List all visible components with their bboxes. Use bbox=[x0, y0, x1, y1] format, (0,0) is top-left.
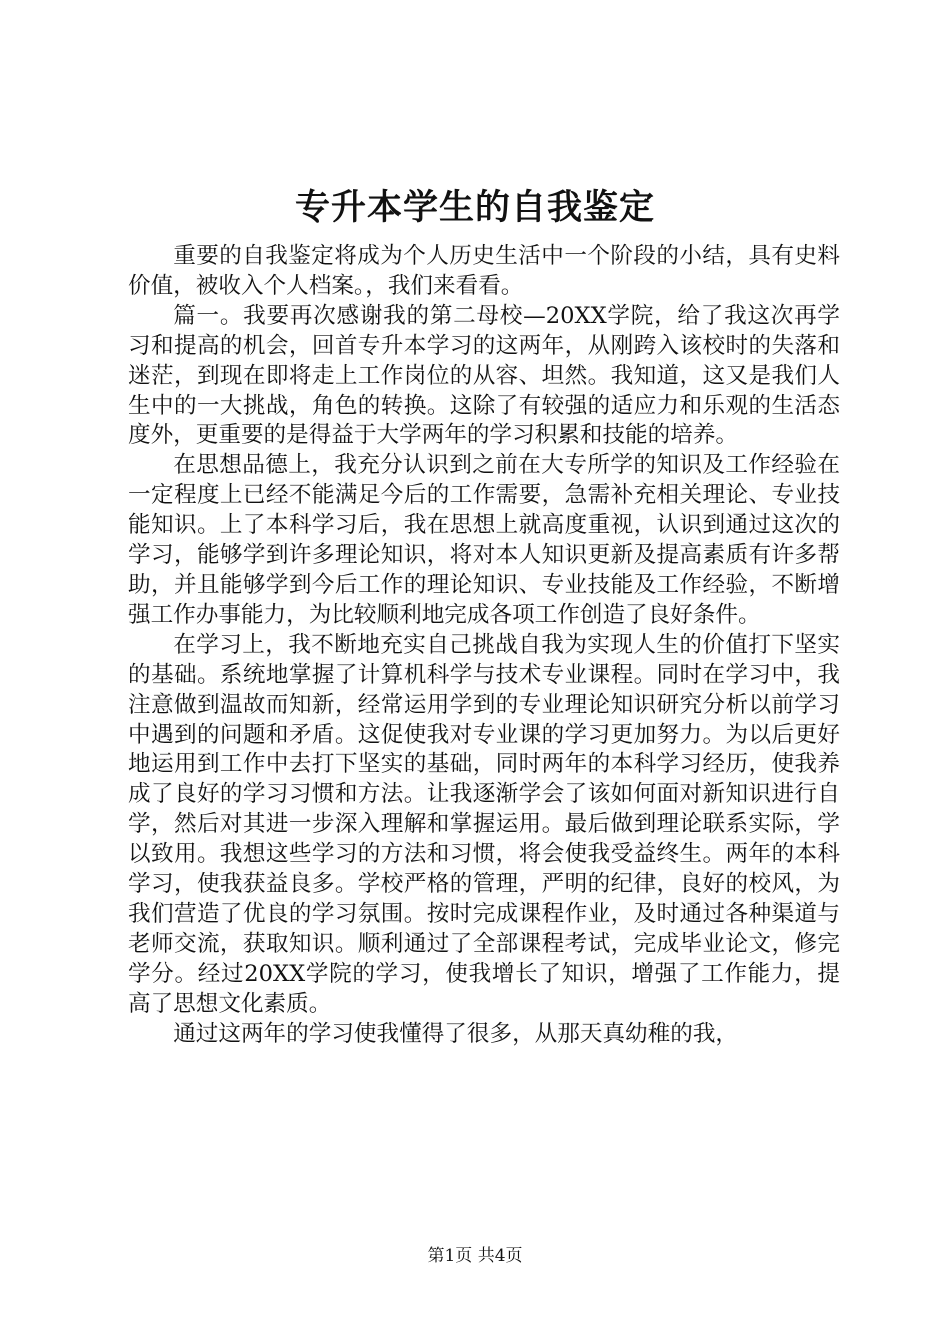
document-body bbox=[128, 242, 840, 1049]
paragraph-intro: 重要的自我鉴定将成为个人历史生活中一个阶段的小结，具有史料价值，被收入个人档案。，我们来看看。 bbox=[128, 243, 840, 299]
paragraph-conclusion: 通过这两年的学习使我懂得了很多，从那天真幼稚的我， bbox=[173, 1020, 739, 1047]
paragraph-part-one: 篇一。我要再次感谢我的第二母校—20XX学院，给了我这次再学习和提高的机会，回首专升本学习的这两年，从刚跨入该校时的失落和迷茫，到现在即将走上工作岗位的从容、坦然。我知道，这又是我们人生中的一大挑战，角色的转换。这除了有较强的适应力和乐观的生活态度外，更重要的是得益于大学两年的学习积累和技能的培养。 bbox=[128, 302, 840, 449]
document-title: 专升本学生的自我鉴定 bbox=[294, 187, 655, 228]
paragraph-moral-character: 在思想品德上，我充分认识到之前在大专所学的知识及工作经验在一定程度上已经不能满足今后的工作需要，急需补充相关理论、专业技能知识。上了本科学习后，我在思想上就高度重视，认识到通过这次的学习，能够学到许多理论知识，将对本人知识更新及提高素质有许多帮助，并且能够学到今后工作的理论知识、专业技能及工作经验，不断增强工作办事能力，为比较顺利地完成各项工作创造了良好条件。 bbox=[128, 452, 840, 628]
paragraph-study: 在学习上，我不断地充实自己挑战自我为实现人生的价值打下坚实的基础。系统地掌握了计算机科学与技术专业课程。同时在学习中，我注意做到温故而知新，经常运用学到的专业理论知识研究分析以前学习中遇到的问题和矛盾。这促使我对专业课的学习更加努力。为以后更好地运用到工作中去打下坚实的基础，同时两年的本科学习经历，使我养成了良好的学习习惯和方法。让我逐渐学会了该如何面对新知识进行自学，然后对其进一步深入理解和掌握运用。最后做到理论联系实际，学以致用。我想这些学习的方法和习惯，将会使我受益终生。两年的本科学习，使我获益良多。学校严格的管理，严明的纪律，良好的校风，为我们营造了优良的学习氛围。按时完成课程作业，及时通过各种渠道与老师交流，获取知识。顺利通过了全部课程考试，完成毕业论文，修完学分。经过20XX学院的学习，使我增长了知识，增强了工作能力，提高了思想文化素质。 bbox=[128, 631, 840, 1017]
page-number-footer: 第1页 共4页 bbox=[427, 1246, 523, 1266]
